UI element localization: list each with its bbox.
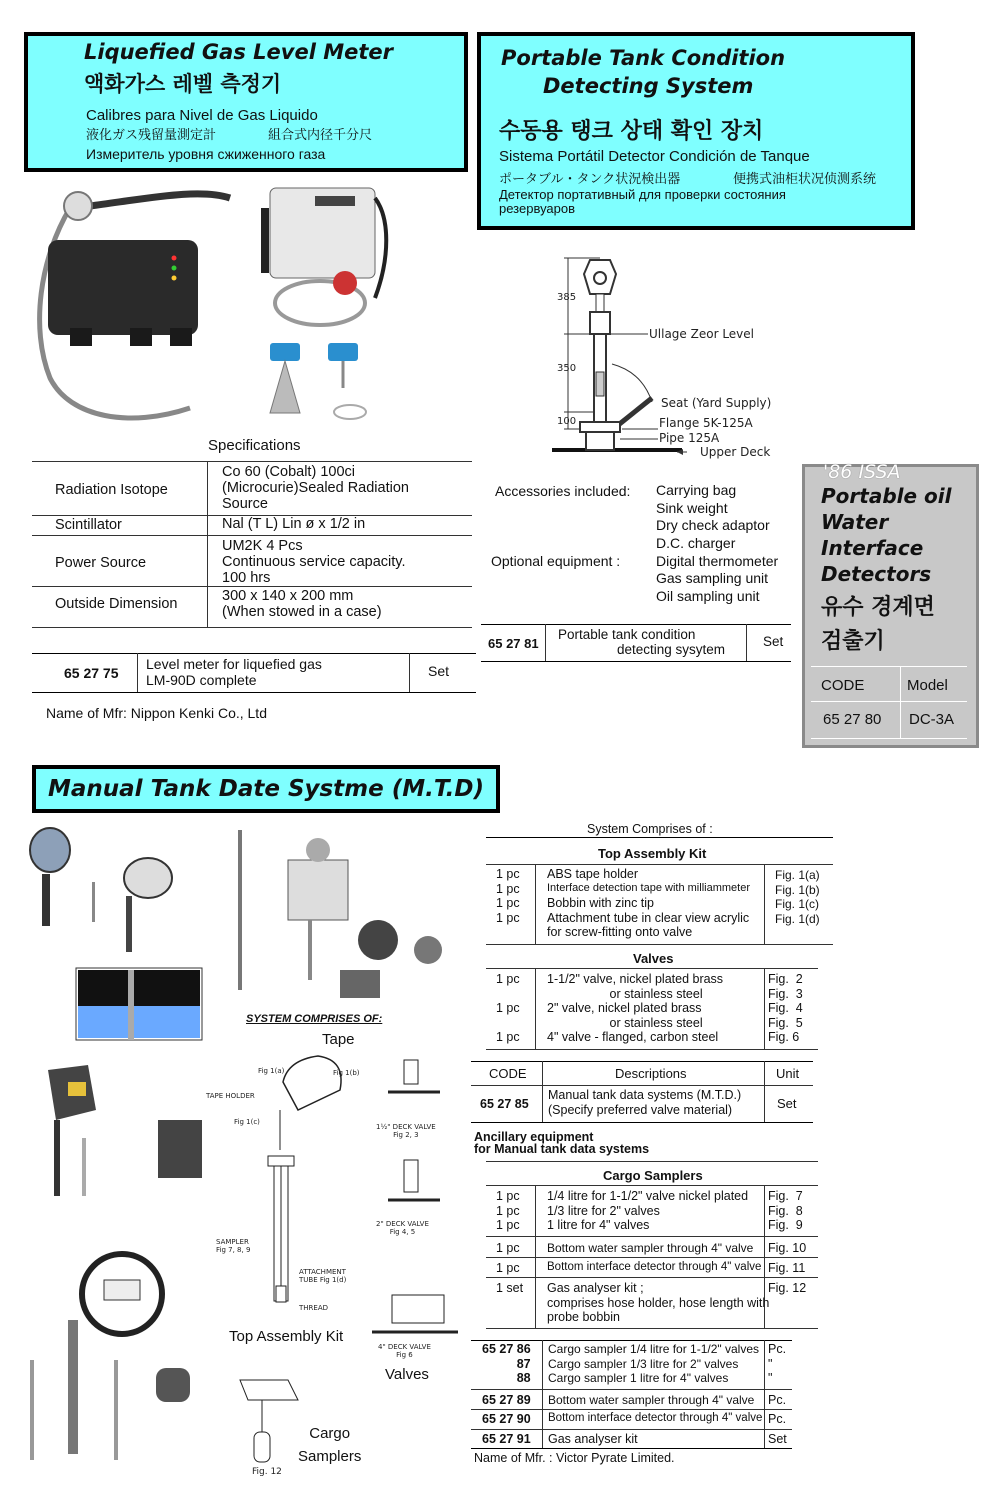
lgm-spec-rule-bottom [32,627,472,628]
mtd-order-desc: Bottom water sampler through 4" valve [548,1393,755,1407]
mtd-col-rule [764,1061,765,1123]
mtd-col-rule [764,968,765,1049]
lgm-spec-label: Power Source [55,555,147,571]
mtd-valve-qty: 1 pc [496,972,520,986]
ptcd-order-desc-2: detecting sysytem [617,642,726,657]
ptcd-optional-item: Gas sampling unit [656,570,769,586]
ptcd-accessory-item: Sink weight [656,500,728,516]
mtd-desc-header: Descriptions [615,1066,687,1081]
mtd-top-kit-desc: Attachment tube in clear view acrylic for screw-fitting onto valve [547,911,750,939]
mtd-valves-heading: Valves [633,951,674,966]
lgm-order-desc: Level meter for liquefied gas LM-90D complete [146,656,322,688]
ptcd-accessory-item: Dry check adaptor [656,517,770,533]
mtd-system-comprises-label: SYSTEM COMPRISES OF: [246,1013,383,1025]
ptcd-optional-label: Optional equipment : [491,553,621,569]
lgm-spec-rule [32,586,472,587]
mtd-rule [486,837,833,838]
mtd-cargo-qty: 1 set [496,1281,524,1295]
lgm-title-box [24,32,468,172]
ptcd-order-col-rule [545,624,546,662]
ptcd-order-unit: Set [763,634,784,649]
mtd-rule [471,1448,792,1449]
mtd-order-code: 65 27 90 [482,1412,531,1426]
ptcd-title-ru: Детектор портативный для проверки состояния резервуаров [499,187,786,216]
mtd-col-rule [535,864,536,944]
ptcd-title-ko: 수동용 탱크 상태 확인 장치 [499,119,764,144]
mtd-valve-desc: 2" valve, nickel plated brass or stainless steel [547,1001,703,1030]
issa-model: DC-3A [909,711,955,728]
mtd-cargo-desc: Bottom water sampler through 4" valve [547,1241,754,1255]
mtd-order-desc: Gas analyser kit [548,1432,638,1446]
ptcd-order-rule-bottom [481,661,791,662]
mtd-cargo-qty: 1 pc [496,1241,520,1255]
mtd-order-unit: Pc. [768,1412,787,1426]
mtd-cargo-desc: Bottom interface detector through 4" valve [547,1261,762,1273]
mtd-valve-2-label: 2" DECK VALVE Fig 4, 5 [376,1220,429,1236]
mtd-rule [486,1277,818,1278]
mtd-rule [486,944,833,945]
ptcd-accessory-item: D.C. charger [656,535,736,551]
mtd-rule [471,1122,813,1123]
ptcd-title-box [477,32,915,230]
mtd-top-kit-qty: 1 pc [496,911,520,925]
mtd-rule [471,1340,792,1341]
ptcd-title-ja-2: 便携式油柜状况侦测系统 [733,171,877,186]
mtd-system-heading: System Comprises of : [587,822,713,836]
mtd-valve-fig: Fig. 2 Fig. 3 [768,972,803,1001]
issa-code-header: CODE [821,677,865,694]
mtd-tape-holder-label: TAPE HOLDER [206,1092,255,1100]
ptcd-label-ullage: Ullage Zeor Level [649,327,754,341]
mtd-ancillary-heading: Ancillary equipment for Manual tank data systems [474,1130,650,1156]
mtd-valve-fig: Fig. 4 Fig. 5 [768,1001,803,1030]
lgm-spec-value: Co 60 (Cobalt) 100ci (Microcurie)Sealed Radiation Source [222,464,409,512]
mtd-valve-qty: 1 pc [496,1030,520,1044]
issa-rule [811,666,967,667]
lgm-code: 65 27 75 [64,665,119,681]
mtd-top-kit-desc: Interface detection tape with milliammeter [547,882,750,894]
issa-col-rule [900,666,901,738]
mtd-top-kit-qty: 1 pc [496,896,520,910]
mtd-tape-label: Tape [322,1031,355,1048]
lgm-title-en: Liquefied Gas Level Meter [84,40,393,64]
mtd-top-kit-desc: ABS tape holder [547,867,639,881]
mtd-top-assembly-label: Top Assembly Kit [229,1328,344,1345]
lgm-spec-label: Radiation Isotope [55,482,168,498]
mtd-cargo-fig: Fig. 11 [768,1261,806,1275]
lgm-title-es: Calibres para Nivel de Gas Liquido [86,107,318,124]
mtd-thread-label: THREAD [299,1304,329,1312]
issa-title: Portable oil Water Interface Detectors [821,484,952,586]
ptcd-title-es: Sistema Portátil Detector Condición de Tanque [499,148,810,165]
mtd-rule [471,1389,792,1390]
mtd-valve-4-label: 4" DECK VALVE Fig 6 [378,1343,431,1359]
issa-box [802,461,979,748]
mtd-cargo-heading: Cargo Samplers [603,1168,703,1183]
ptcd-code: 65 27 81 [488,636,539,651]
mtd-rule [486,1236,818,1237]
mtd-order-unit: Pc. " " [768,1342,787,1385]
lgm-title-ru: Измеритель уровня сжиженного газа [86,146,326,162]
mtd-cargo-fig: Fig. 12 [768,1281,807,1295]
mtd-col-rule [764,1340,765,1448]
ptcd-order-rule-top [481,624,791,625]
mtd-top-kit-desc: Bobbin with zinc tip [547,896,655,910]
mtd-top-kit-qty: 1 pc [496,882,520,896]
mtd-col-rule [535,968,536,1049]
ptcd-optional-item: Digital thermometer [656,553,779,569]
mtd-valve-qty: 1 pc [496,1001,520,1015]
mtd-cargo-desc: Gas analyser kit ; comprises hose holder, hose length with probe bobbin [547,1281,770,1324]
ptcd-label-deck: Upper Deck [700,445,771,459]
mtd-rule [486,1257,818,1258]
mtd-fig1a-label: Fig 1(a) [258,1067,285,1075]
mtd-rule [471,1429,792,1430]
mtd-title-box [32,765,500,813]
mtd-cargo-fig: Fig. 7 Fig. 8 Fig. 9 [768,1189,803,1232]
mtd-cargo-qty: 1 pc 1 pc 1 pc [496,1189,520,1232]
ptcd-label-flange: Flange 5K-125A [659,416,753,430]
mtd-code-header: CODE [489,1066,527,1081]
lgm-title-ja-1: 液化ガス残留量測定計 [86,127,217,142]
mtd-valve-desc: 1-1/2" valve, nickel plated brass or stainless steel [547,972,724,1001]
mtd-valve-15-label: 1½" DECK VALVE Fig 2, 3 [376,1123,436,1139]
ptcd-optional-item: Oil sampling unit [656,588,760,604]
mtd-fig1b-label: Fig 1(b) [333,1069,360,1077]
lgm-manufacturer: Name of Mfr: Nippon Kenki Co., Ltd [46,705,267,721]
mtd-fig12-label: Fig. 12 [252,1467,282,1477]
mtd-rule [471,1061,813,1062]
ptcd-label-seat: Seat (Yard Supply) [661,396,772,410]
mtd-order-code: 65 27 89 [482,1393,531,1407]
mtd-fig1c-label: Fig 1(c) [234,1118,260,1126]
mtd-valve-fig: Fig. 6 [768,1030,800,1044]
mtd-unit-header: Unit [776,1066,800,1081]
mtd-cargo-fig: Fig. 10 [768,1241,807,1255]
mtd-rule [471,1085,813,1086]
mtd-attachment-label: ATTACHMENT TUBE Fig 1(d) [299,1268,347,1284]
issa-model-header: Model [907,677,948,694]
mtd-order-desc: Bottom interface detector through 4" valve [548,1412,763,1424]
mtd-top-kit-fig: Fig. 1(a) [775,868,820,882]
lgm-title-ja-2: 組合式内径千分尺 [268,127,373,142]
lgm-spec-rule-top [32,461,472,462]
mtd-main-desc: Manual tank data systems (M.T.D.) (Specify preferred valve material) [548,1088,742,1117]
ptcd-order-desc-1: Portable tank condition [558,627,696,642]
mtd-col-rule [542,1061,543,1123]
mtd-rule [486,1049,818,1050]
mtd-valve-desc: 4" valve - flanged, carbon steel [547,1030,719,1044]
ptcd-dim-100: 100 [557,416,577,427]
mtd-order-code: 65 27 86 87 88 [482,1342,531,1385]
mtd-col-rule [764,864,765,944]
lgm-title-ko: 액화가스 레벨 측정기 [84,72,282,96]
issa-code: 65 27 80 [823,711,882,728]
mtd-order-code: 65 27 91 [482,1432,531,1446]
mtd-title: Manual Tank Date Systme (M.T.D) [48,776,485,802]
mtd-top-kit-fig: Fig. 1(c) [775,897,820,911]
mtd-rule [486,1328,818,1329]
mtd-main-code: 65 27 85 [480,1097,529,1111]
mtd-cargo-desc: 1/4 litre for 1-1/2" valve nickel plated 1/3 litre for 2" valves 1 litre for 4" valves [547,1189,749,1232]
lgm-spec-label: Outside Dimension [55,596,178,612]
mtd-valves-label: Valves [385,1366,429,1383]
lgm-spec-value: 300 x 140 x 200 mm (When stowed in a case) [222,588,382,620]
mtd-rule [486,1161,818,1162]
ptcd-title-en-2: Detecting System [543,74,754,98]
ptcd-title-en-1: Portable Tank Condition [501,46,786,70]
ptcd-title-ja-1: ポータブル・タンク状況検出器 [499,171,681,186]
lgm-order-unit: Set [428,663,450,679]
lgm-order-rule-bottom [32,692,476,693]
mtd-cargo-qty: 1 pc [496,1261,520,1275]
mtd-manufacturer: Name of Mfr. : Victor Pyrate Limited. [474,1451,675,1465]
mtd-cargo-samplers-label: Cargo Samplers [298,1425,362,1465]
ptcd-label-pipe: Pipe 125A [659,431,720,445]
mtd-order-desc: Cargo sampler 1/4 litre for 1-1/2" valves Cargo sampler 1/3 litre for 2" valves Cargo sampler 1 litre for 4" valves [548,1342,760,1385]
mtd-top-kit-fig: Fig. 1(b) [775,883,820,897]
ptcd-dim-385: 385 [557,292,577,303]
lgm-spec-col-rule [207,461,208,627]
lgm-product-photo [30,178,450,438]
lgm-spec-rule [32,535,472,536]
lgm-spec-value: Nal (T L) Lin ø x 1/2 in [222,516,366,532]
mtd-col-rule [542,1340,543,1448]
ptcd-dim-350: 350 [557,363,577,374]
issa-year: '86 ISSA [823,461,901,483]
ptcd-accessories-label: Accessories included: [495,483,631,499]
mtd-order-unit: Set [768,1432,787,1446]
ptcd-accessory-item: Carrying bag [656,482,737,498]
lgm-spec-label: Scintillator [55,517,122,533]
mtd-rule [471,1409,792,1410]
mtd-top-kit-fig: Fig. 1(d) [775,912,820,926]
ptcd-order-col-rule [746,624,747,662]
mtd-rule [486,864,833,865]
lgm-spec-heading: Specifications [208,437,301,454]
issa-rule [811,701,967,702]
mtd-main-unit: Set [777,1096,797,1111]
lgm-order-col-rule [409,653,410,693]
mtd-top-kit-qty: 1 pc [496,867,520,881]
issa-title-ko: 유수 경계면 검출기 [821,595,935,654]
mtd-order-unit: Pc. [768,1393,787,1407]
issa-rule [811,738,967,739]
mtd-top-kit-heading: Top Assembly Kit [598,846,707,861]
lgm-order-col-rule [137,653,138,693]
mtd-sampler-label: SAMPLER Fig 7, 8, 9 [216,1238,251,1254]
lgm-spec-value: UM2K 4 Pcs Continuous service capacity. 100 hrs [222,538,406,586]
